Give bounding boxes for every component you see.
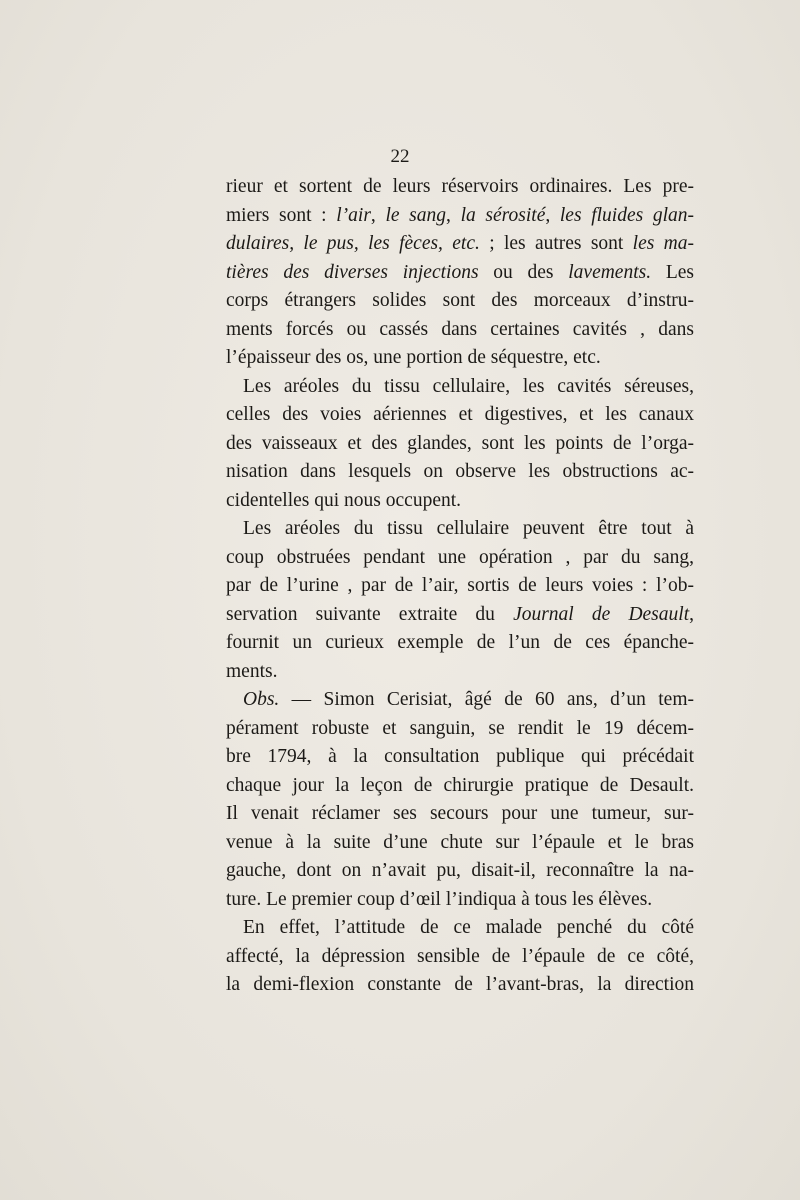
text-line bbox=[226, 401, 694, 430]
text-line bbox=[226, 800, 694, 829]
paragraph bbox=[226, 686, 694, 914]
text-segment: ments. bbox=[226, 660, 278, 682]
text-line bbox=[226, 316, 694, 345]
text-line bbox=[226, 886, 694, 915]
text-segment: servation suivante extraite du bbox=[226, 603, 514, 625]
text-line bbox=[226, 601, 694, 630]
text-line bbox=[226, 373, 694, 402]
text-segment: chaque jour la leçon de chirurgie pratique de Desault. bbox=[226, 774, 694, 796]
text-segment: ments forcés ou cassés dans certaines cavités , dans bbox=[226, 318, 694, 340]
text-line bbox=[226, 344, 694, 373]
italic-text: dulaires, le pus, les fèces, etc. bbox=[226, 233, 480, 254]
text-segment: cidentelles qui nous occupent. bbox=[226, 489, 462, 511]
text-segment: coup obstruées pendant une opération , par du sang, bbox=[226, 546, 694, 568]
text-segment: l’épaisseur des os, une portion de séquestre, etc. bbox=[226, 347, 601, 368]
text-segment: En effet, l’attitude de ce malade penché du côté bbox=[243, 917, 694, 938]
text-line bbox=[226, 971, 694, 1000]
text-segment: nisation dans lesquels on observe les obstructions ac- bbox=[226, 461, 694, 482]
paragraph bbox=[226, 914, 694, 1000]
text-line bbox=[226, 202, 694, 231]
text-line bbox=[226, 658, 694, 687]
text-line bbox=[226, 259, 694, 288]
text-segment: ture. Le premier coup d’œil l’indiqua à tous les élèves. bbox=[226, 888, 653, 910]
text-segment: affecté, la dépression sensible de l’épaule de ce côté, bbox=[226, 945, 694, 967]
text-segment: Les aréoles du tissu cellulaire peuvent être tout à bbox=[243, 518, 694, 539]
text-line bbox=[226, 230, 694, 259]
text-segment: celles des voies aériennes et digestives, et les canaux bbox=[226, 404, 694, 425]
text-segment: par de l’urine , par de l’air, sortis de leurs voies : l’ob- bbox=[226, 575, 694, 596]
text-segment: bre 1794, à la consultation publique qui précédait bbox=[226, 746, 694, 767]
paragraph bbox=[226, 173, 694, 373]
text-line bbox=[226, 458, 694, 487]
text-segment: — Simon Cerisiat, âgé de 60 ans, d’un tem- bbox=[279, 689, 694, 710]
text-segment: Il venait réclamer ses secours pour une tumeur, sur- bbox=[226, 803, 694, 824]
italic-text: les fluides glan- bbox=[559, 204, 695, 226]
italic-text: les ma- bbox=[632, 233, 694, 254]
text-segment: , bbox=[689, 603, 694, 625]
italic-text: tières des diverses injections bbox=[226, 261, 479, 283]
italic-text: lavements. bbox=[568, 261, 652, 283]
italic-text: la sérosité bbox=[460, 204, 546, 226]
text-line bbox=[226, 857, 694, 886]
text-segment: Les aréoles du tissu cellulaire, les cavités séreuses, bbox=[243, 375, 694, 397]
text-line bbox=[226, 686, 694, 715]
text-segment: la demi-flexion constante de l’avant-bras, la direction bbox=[226, 974, 694, 995]
text-line bbox=[226, 914, 694, 943]
paragraph bbox=[226, 515, 694, 686]
text-line bbox=[226, 743, 694, 772]
italic-text: Obs. bbox=[243, 689, 280, 710]
text-line bbox=[226, 629, 694, 658]
text-segment: venue à la suite d’une chute sur l’épaule et le bras bbox=[226, 831, 694, 853]
text-line bbox=[226, 943, 694, 972]
text-segment: pérament robuste et sanguin, se rendit le 19 décem- bbox=[226, 717, 694, 739]
text-segment: , bbox=[370, 204, 386, 226]
text-line bbox=[226, 287, 694, 316]
italic-text: Journal de Desault bbox=[513, 603, 690, 625]
text-segment: corps étrangers solides sont des morceaux d’instru- bbox=[226, 290, 694, 311]
text-segment: , bbox=[446, 204, 461, 226]
text-segment: ; les autres sont bbox=[479, 233, 633, 254]
text-segment: rieur et sortent de leurs réservoirs ordinaires. Les pre- bbox=[226, 176, 694, 197]
text-segment: gauche, dont on n’avait pu, disait-il, reconnaître la na- bbox=[226, 860, 694, 881]
text-segment: , bbox=[545, 204, 560, 226]
text-line bbox=[226, 544, 694, 573]
paragraph bbox=[226, 373, 694, 516]
text-segment: ou des bbox=[478, 261, 569, 283]
text-segment: miers sont : bbox=[226, 204, 337, 226]
text-line bbox=[226, 515, 694, 544]
text-segment: des vaisseaux et des glandes, sont les points de l’orga- bbox=[226, 432, 694, 454]
text-line bbox=[226, 772, 694, 801]
page-number: 22 bbox=[390, 146, 410, 167]
text-line bbox=[226, 572, 694, 601]
text-line bbox=[226, 173, 694, 202]
italic-text: le sang bbox=[385, 204, 447, 226]
italic-text: l’air bbox=[336, 204, 371, 226]
text-segment: Les bbox=[651, 261, 695, 283]
text-line bbox=[226, 487, 694, 516]
text-line bbox=[226, 715, 694, 744]
body-text bbox=[226, 173, 694, 1000]
text-line bbox=[226, 430, 694, 459]
text-line bbox=[226, 829, 694, 858]
text-segment: fournit un curieux exemple de l’un de ces épanche- bbox=[226, 632, 694, 653]
